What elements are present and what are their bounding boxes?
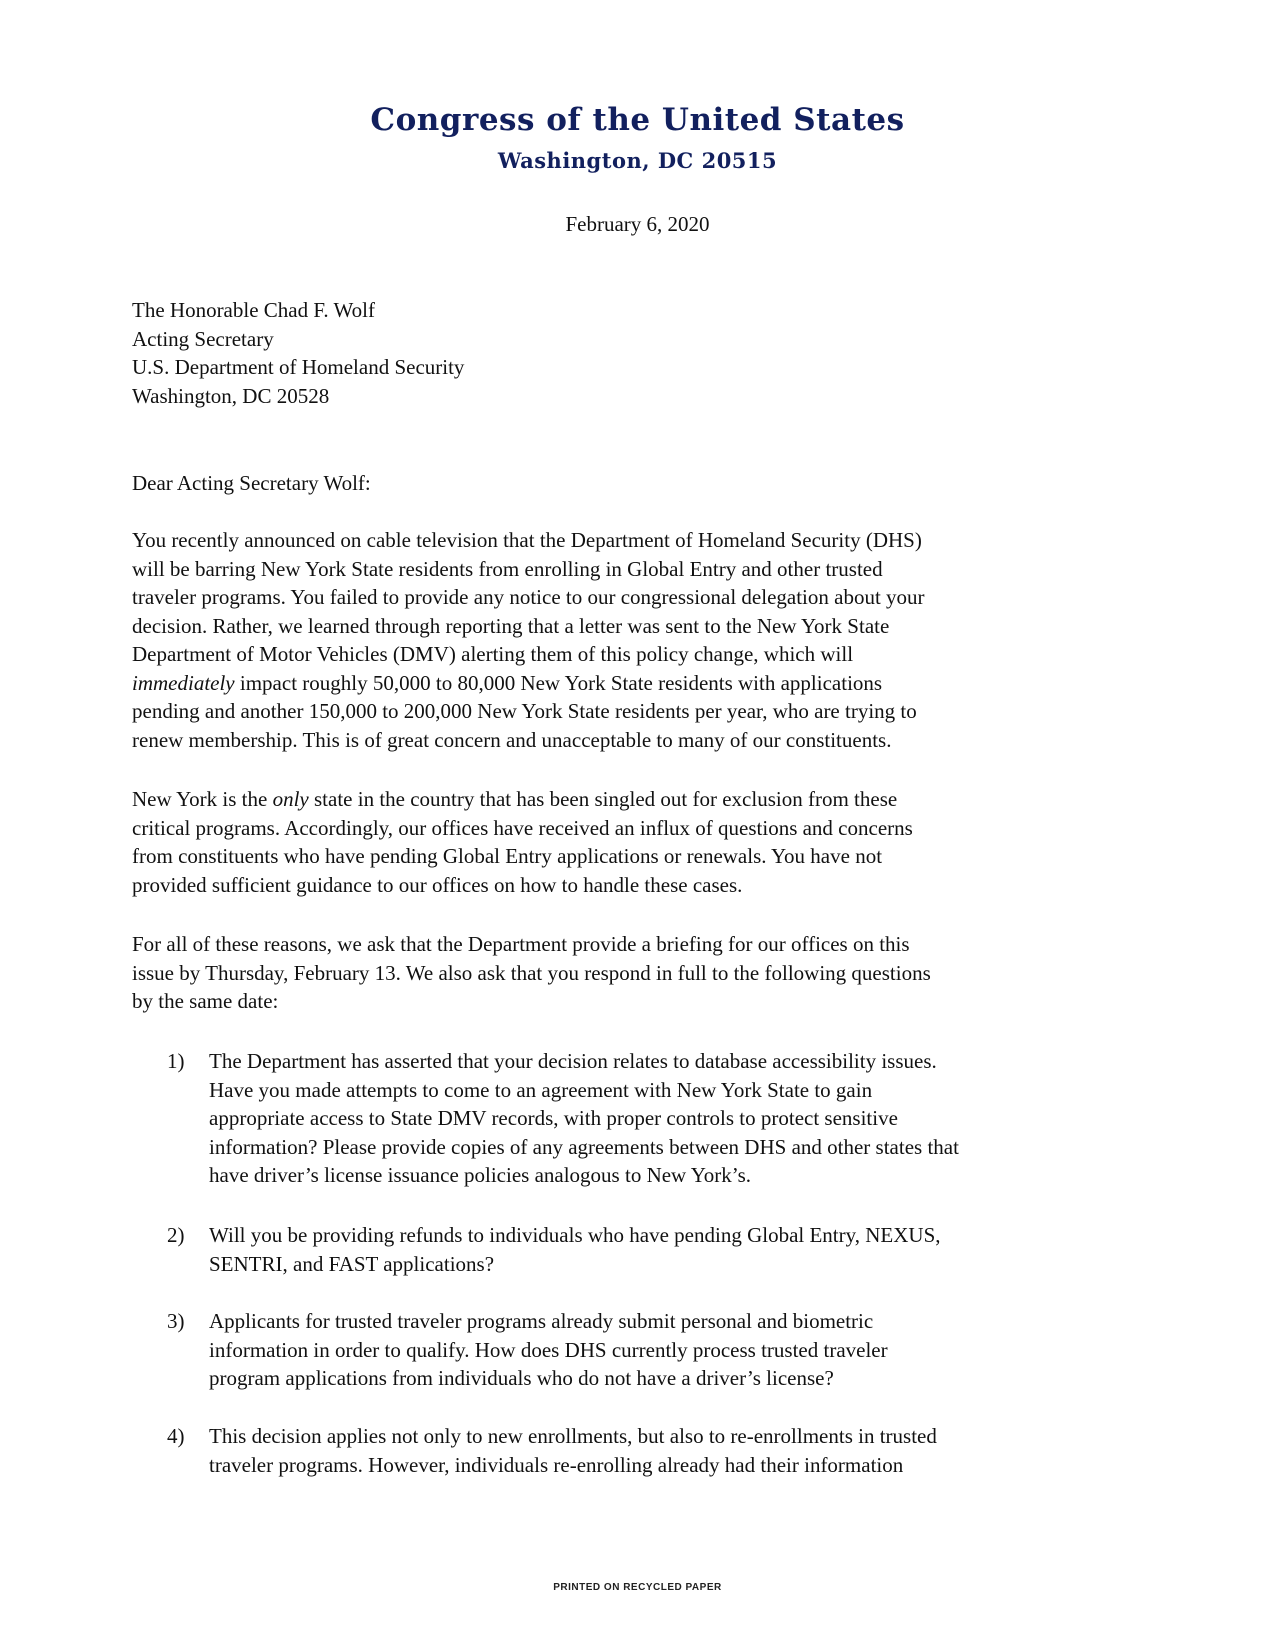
paragraph-line-rest: impact roughly 50,000 to 80,000 New York State residents with applications bbox=[234, 670, 883, 695]
letterhead-title: Congress of the United States bbox=[370, 102, 905, 138]
question-line: have driver’s license issuance policies analogous to New York’s. bbox=[209, 1163, 752, 1187]
question-number: 2) bbox=[167, 1223, 185, 1247]
body-paragraph-3 bbox=[132, 930, 1132, 1016]
question-number: 4) bbox=[167, 1424, 185, 1448]
paragraph-line: critical programs. Accordingly, our offices have received an influx of questions and concerns bbox=[132, 815, 913, 840]
question-line: This decision applies not only to new enrollments, but also to re-enrollments in trusted bbox=[209, 1424, 937, 1448]
question-line: Applicants for trusted traveler programs already submit personal and biometric bbox=[209, 1309, 874, 1333]
address-line: The Honorable Chad F. Wolf bbox=[132, 298, 375, 322]
paragraph-line: provided sufficient guidance to our offices on how to handle these cases. bbox=[132, 872, 743, 897]
paragraph-line: Department of Motor Vehicles (DMV) alerting them of this policy change, which will bbox=[132, 642, 854, 666]
paragraph-line: decision. Rather, we learned through reporting that a letter was sent to the New York State bbox=[132, 613, 890, 638]
question-line: program applications from individuals who do not have a driver’s license? bbox=[209, 1366, 834, 1390]
letter-date: February 6, 2020 bbox=[565, 212, 710, 236]
body-paragraph-1 bbox=[132, 526, 1132, 754]
letterhead-city: Washington, DC 20515 bbox=[497, 148, 778, 173]
question-number: 1) bbox=[167, 1049, 185, 1073]
paragraph-line: You recently announced on cable television that the Department of Homeland Security (DHS) bbox=[132, 528, 922, 552]
emphasis-immediately: immediately bbox=[132, 670, 235, 695]
question-text bbox=[209, 1422, 937, 1479]
question-text bbox=[209, 1221, 941, 1278]
body-paragraph-2 bbox=[132, 785, 1132, 899]
paragraph-line bbox=[132, 785, 1132, 814]
question-text bbox=[209, 1047, 959, 1190]
salutation: Dear Acting Secretary Wolf: bbox=[132, 471, 371, 495]
address-line: U.S. Department of Homeland Security bbox=[132, 355, 465, 379]
paragraph-line: pending and another 150,000 to 200,000 New York State residents per year, who are trying to bbox=[132, 699, 917, 723]
paragraph-line bbox=[132, 669, 1132, 698]
paragraph-line-post: state in the country that has been singled out for exclusion from these bbox=[308, 787, 898, 811]
question-number: 3) bbox=[167, 1309, 185, 1333]
paragraph-line-pre: New York is the bbox=[132, 787, 273, 811]
emphasis-only: only bbox=[272, 787, 309, 811]
question-line: traveler programs. However, individuals re-enrolling already had their information bbox=[209, 1452, 904, 1477]
paragraph-line: renew membership. This is of great concern and unacceptable to many of our constituents. bbox=[132, 727, 892, 752]
address-line: Acting Secretary bbox=[132, 326, 274, 351]
question-line: information? Please provide copies of any agreements between DHS and other states that bbox=[209, 1134, 959, 1159]
question-line: The Department has asserted that your decision relates to database accessibility issues. bbox=[209, 1049, 937, 1073]
question-text bbox=[209, 1307, 888, 1393]
paragraph-line: traveler programs. You failed to provide any notice to our congressional delegation about your bbox=[132, 585, 925, 609]
address-line: Washington, DC 20528 bbox=[132, 383, 330, 408]
paragraph-line: by the same date: bbox=[132, 989, 279, 1013]
question-line: appropriate access to State DMV records, with proper controls to protect sensitive bbox=[209, 1106, 898, 1130]
question-line: SENTRI, and FAST applications? bbox=[209, 1251, 495, 1276]
question-line: Have you made attempts to come to an agreement with New York State to gain bbox=[209, 1077, 873, 1102]
paragraph-line: For all of these reasons, we ask that the Department provide a briefing for our offices on this bbox=[132, 932, 910, 956]
question-line: information in order to qualify. How does DHS currently process trusted traveler bbox=[209, 1337, 888, 1362]
paragraph-line: from constituents who have pending Global Entry applications or renewals. You have not bbox=[132, 844, 883, 868]
recycled-paper-footer: PRINTED ON RECYCLED PAPER bbox=[553, 1582, 722, 1593]
recipient-address bbox=[132, 296, 464, 410]
paragraph-line: will be barring New York State residents from enrolling in Global Entry and other trusted bbox=[132, 556, 883, 581]
paragraph-line: issue by Thursday, February 13. We also ask that you respond in full to the following questions bbox=[132, 960, 931, 985]
question-line: Will you be providing refunds to individuals who have pending Global Entry, NEXUS, bbox=[209, 1223, 941, 1247]
